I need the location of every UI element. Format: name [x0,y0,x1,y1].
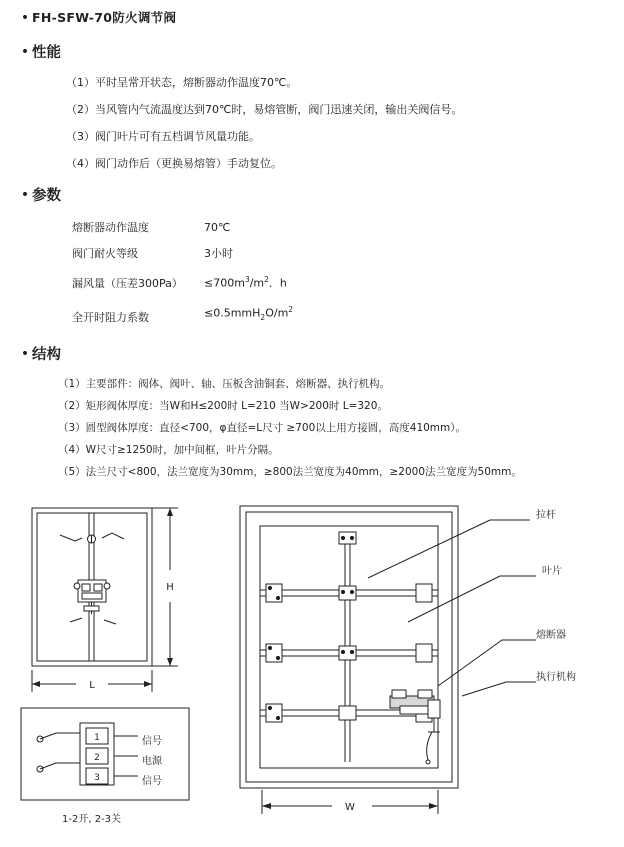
text-content [18,8,614,480]
performance-item-4: （4）阀门动作后（更换易熔管）手动复位。 [66,157,282,170]
section-heading-structure-row [18,344,614,366]
callout-leaders [340,500,624,730]
callout-label-actuator: 执行机构 [536,672,576,683]
performance-item-2: （2）当风管内气流温度达到70℃时，易熔管断，阀门迅速关闭，输出关阀信号。 [66,103,463,116]
wiring-caption: 1-2开, 2-3关 [62,814,122,825]
callout-label-fuse: 熔断器 [536,630,566,641]
bullet-icon [18,185,32,206]
section-heading-parameters-row [18,185,614,207]
table-row [72,215,364,241]
callout-label-rod: 拉杆 [536,510,556,521]
svg-text:3: 3 [94,773,100,783]
side-view-drawing [20,502,210,702]
param-name: 阀门耐火等级 [72,247,138,260]
param-value: $\le 700m^3/m^2$．h [204,275,287,290]
terminal-label-2: 电源 [142,756,162,767]
terminal-label-1: 信号 [142,736,162,747]
section-heading-performance-row [18,42,614,64]
page-title: FH-SFW-70防火调节阀 [32,10,177,25]
svg-text:L: L [89,680,95,691]
structure-item-4: （4）W尺寸≥1250时，加中间框，叶片分隔。 [58,443,279,456]
terminal-label-3: 信号 [142,776,162,787]
param-name: 熔断器动作温度 [72,221,149,234]
param-value: 70℃ [204,221,231,234]
bullet-icon [18,344,32,365]
svg-text:2: 2 [94,753,100,763]
svg-text:W: W [345,802,355,813]
structure-item-2: （2）矩形阀体厚度：当W和H≤200时 L=210 当W>200时 L=320。 [58,399,388,412]
wiring-diagram [20,707,190,815]
param-name: 全开时阻力系数 [72,310,149,324]
structure-item-5: （5）法兰尺寸<800，法兰宽度为30mm，≥800法兰宽度为40mm，≥2000法兰宽度为50mm。 [58,465,522,478]
section-heading-structure: 结构 [32,346,61,363]
param-value: 3小时 [204,247,233,260]
performance-item-3: （3）阀门叶片可有五档调节风量功能。 [66,130,260,143]
param-value: $\le 0.5mmH_2O/m^2$ [204,304,294,322]
section-heading-parameters: 参数 [32,188,61,204]
section-heading-performance: 性能 [32,45,61,61]
table-row [72,297,364,331]
param-name: 漏风量（压差300Pa） [72,276,183,290]
table-row [72,267,364,297]
product-title-row [18,8,614,29]
svg-text:1: 1 [94,733,100,743]
svg-text:H: H [166,582,174,593]
bullet-icon [18,8,32,29]
bullet-icon [18,42,32,63]
parameters-table [72,215,364,331]
structure-item-3: （3）圆型阀体厚度：直径<700，φ直径=L尺寸 ≥700以上用方接圆，高度410mm）。 [58,421,467,434]
table-row [72,241,364,267]
technical-drawings [0,492,624,847]
performance-item-1: （1）平时呈常开状态，熔断器动作温度70℃。 [66,76,298,89]
callout-label-blade: 叶片 [542,566,562,577]
structure-item-1: （1）主要部件：阀体、阀叶、轴、压板含油铜套、熔断器、执行机构。 [58,377,391,390]
